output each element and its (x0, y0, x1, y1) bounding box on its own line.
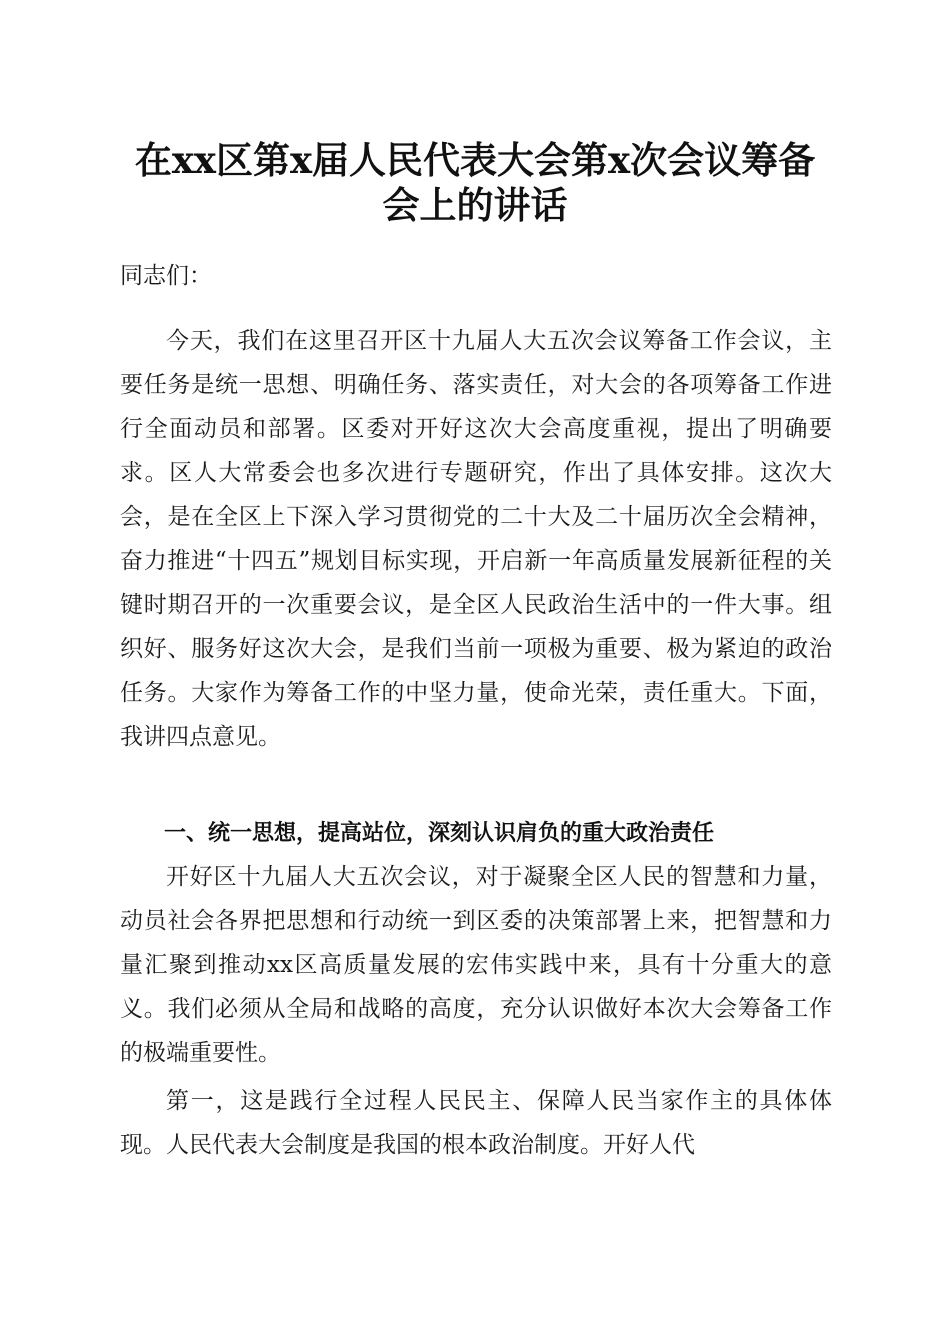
document-title-line-2: 会上的讲话 (382, 183, 568, 227)
paragraph-point-1: 第一，这是践行全过程人民民主、保障人民当家作主的具体体现。人民代表大会制度是我国的根本政治制度。开好人代 (120, 1088, 832, 1158)
section-heading-1: 一、统一思想，提高站位，深刻认识肩负的重大政治责任 (164, 821, 715, 846)
document-title-line-1: 在xx区第x届人民代表大会第x次会议筹备 (134, 138, 816, 182)
paragraph-section-1: 开好区十九届人大五次会议，对于凝聚全区人民的智慧和力量，动员社会各界把思想和行动统一到区委的决策部署上来，把智慧和力量汇聚到推动xx区高质量发展的宏伟实践中来，具有十分重大的意义。我们必须从全局和战略的高度，充分认识做好本次大会筹备工作的极端重要性。 (120, 864, 832, 1066)
paragraph-intro: 今天，我们在这里召开区十九届人大五次会议筹备工作会议，主要任务是统一思想、明确任务、落实责任，对大会的各项筹备工作进行全面动员和部署。区委对开好这次大会高度重视，提出了明确要求。区人大常委会也多次进行专题研究，作出了具体安排。这次大会，是在全区上下深入学习贯彻党的二十大及二十届历次全会精神，奋力推进“十四五”规划目标实现，开启新一年高质量发展新征程的关键时期召开的一次重要会议，是全区人民政治生活中的一件大事。组织好、服务好这次大会，是我们当前一项极为重要、极为紧迫的政治任务。大家作为筹备工作的中坚力量，使命光荣，责任重大。下面，我讲四点意见。 (120, 328, 832, 750)
salutation: 同志们： (120, 263, 212, 289)
